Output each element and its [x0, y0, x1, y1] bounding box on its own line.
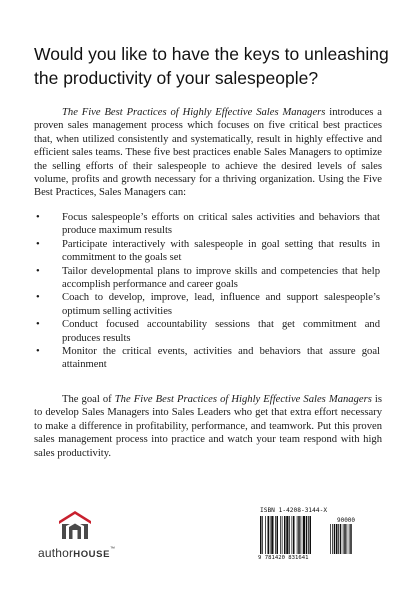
list-item: [34, 345, 380, 372]
barcode-addon-bar: [343, 524, 344, 554]
authorhouse-logo-icon: [56, 508, 94, 542]
list-item-text: Monitor the critical events, activities and behaviors that assure goal attainment: [62, 346, 380, 371]
barcode-bar: [284, 516, 286, 554]
barcode-bar: [265, 516, 266, 554]
list-item: [34, 318, 380, 345]
list-item-text: Conduct focused accountability sessions that get commitment and produces results: [62, 319, 380, 344]
barcode-addon-bar: [344, 524, 346, 554]
barcode-digits-row: [258, 555, 364, 561]
closing-text: is to develop Sales Managers into Sales Leaders who get that extra effort necessary to make a difference in profitability, performance, and teamwork. Put this proven sales management process into practice and watch your team respond with high sales productivity.: [34, 394, 382, 459]
price-code: 90000: [336, 517, 356, 524]
barcode-addon-bar: [340, 524, 342, 554]
closing-lead: The goal of: [62, 394, 115, 405]
barcode-addon-bar: [347, 524, 348, 554]
publisher-logo: [38, 508, 148, 568]
barcode-addon-bar: [338, 524, 339, 554]
bullet-marker: •: [36, 319, 40, 331]
barcode-bar: [293, 516, 295, 554]
barcode-addon-bar: [336, 524, 338, 554]
barcode-bar: [275, 516, 276, 554]
publisher-name-part1: author: [38, 546, 74, 560]
barcode-bar: [280, 516, 281, 554]
barcode-bar: [289, 516, 290, 554]
barcode-bar: [301, 516, 302, 554]
list-item-text: Participate interactively with salespeople in goal setting that results in commitment to the goals set: [62, 238, 380, 264]
barcode-addon-bar: [350, 524, 352, 554]
barcode-bar: [297, 516, 298, 554]
list-item: [34, 291, 380, 318]
list-item-text: Focus salespeople’s efforts on critical sales activities and behaviors that produce maximum results: [62, 212, 380, 237]
barcode-bar: [268, 516, 270, 554]
intro-book-title: The Five Best Practices of Highly Effective Sales Managers: [62, 107, 326, 118]
barcode-bar: [303, 516, 305, 554]
trademark-symbol: ™: [110, 546, 116, 552]
barcode-bars: [258, 516, 364, 556]
list-item-text: Coach to develop, improve, lead, influence and support salespeople’s optimum selling activities: [62, 292, 380, 317]
publisher-name: [38, 546, 148, 560]
headline: Would you like to have the keys to unleashing the productivity of your salespeople?: [34, 44, 389, 88]
barcode-bar: [262, 516, 263, 554]
barcode-addon-bar: [332, 524, 333, 554]
bullet-marker: •: [36, 292, 40, 304]
barcode-addon-bar: [349, 524, 350, 554]
barcode-bar: [298, 516, 300, 554]
publisher-name-part2: HOUSE: [73, 549, 111, 560]
barcode-bar: [270, 516, 271, 554]
barcode-bar: [271, 516, 273, 554]
barcode-bar: [286, 516, 288, 554]
barcode-digits: 9 781420 831641: [258, 555, 309, 561]
barcode-bar: [306, 516, 308, 554]
bullet-marker: •: [36, 238, 40, 250]
bullet-marker: •: [36, 212, 40, 223]
list-item: [34, 265, 380, 292]
barcode-addon-bar: [330, 524, 331, 554]
intro-text: introduces a proven sales management process which focuses on five critical best practices that, when utilized consistently and systematically, result in highly effective and efficient sales teams. These five best practices enable Sales Managers to optimize the selling efforts of their salespeople to achieve the desired levels of sales volume, profits and growth necessary for a thriving organization. Using the Five Best Practices, Sales Managers can:: [34, 107, 382, 199]
barcode-bar: [282, 516, 283, 554]
isbn-line: [260, 507, 364, 514]
list-item-text: Tailor developmental plans to improve skills and competencies that help accomplish performance and career goals: [62, 265, 380, 291]
barcode-bar: [292, 516, 293, 554]
barcode-bar: [260, 516, 262, 554]
barcode-bar: [277, 516, 279, 554]
barcode-bar: [310, 516, 312, 554]
closing-paragraph: [34, 393, 382, 460]
isbn-label: ISBN 1-4208-3144-X: [260, 507, 328, 514]
intro-paragraph: [34, 106, 382, 200]
list-item: [34, 238, 380, 265]
barcode-addon-bar: [334, 524, 336, 554]
closing-book-title: The Five Best Practices of Highly Effective Sales Managers: [114, 394, 372, 405]
bullet-marker: •: [36, 346, 40, 358]
best-practices-list: [34, 211, 380, 372]
barcode-bar: [308, 516, 309, 554]
isbn-barcode: [258, 507, 364, 569]
bullet-marker: •: [36, 265, 40, 277]
list-item: [34, 211, 380, 238]
